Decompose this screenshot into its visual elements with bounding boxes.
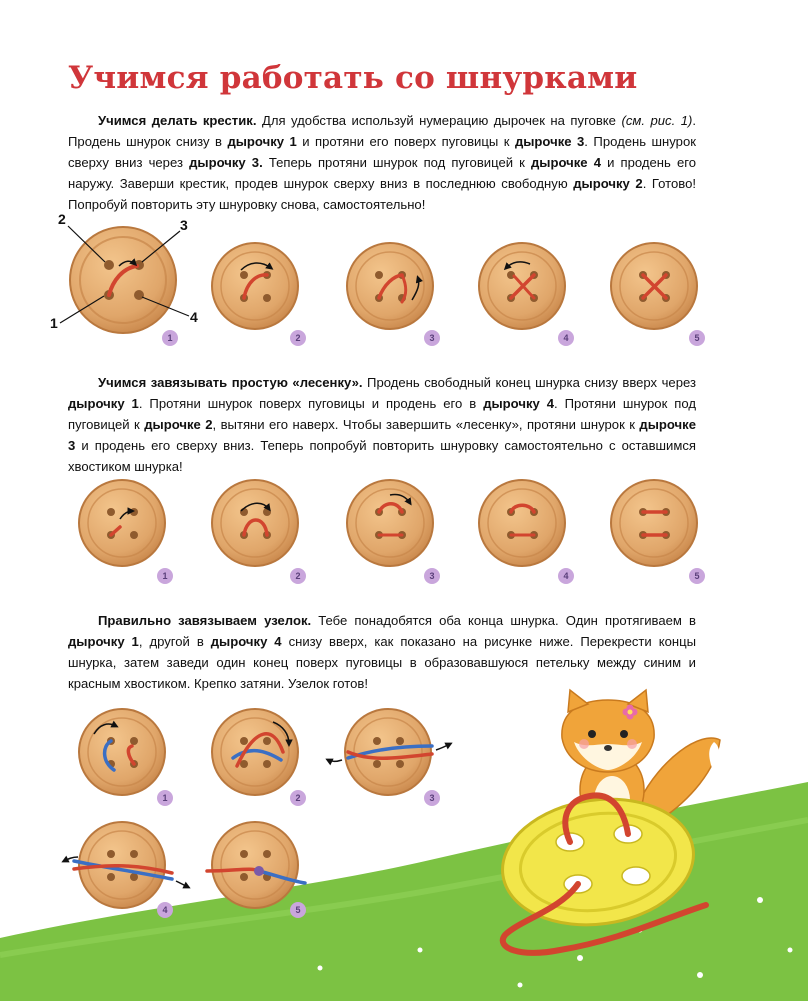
step-badge: 4	[162, 905, 168, 915]
ladder-button-5	[611, 480, 697, 566]
step-badge: 2	[295, 793, 301, 803]
hole-ref: дырочку 1	[68, 396, 139, 411]
ladder-button-1	[79, 480, 165, 566]
knot-button-3	[328, 709, 450, 795]
hole-label: 1	[50, 315, 58, 331]
text: . Готово! Попробуй повторить эту шнуровку снова, самостоятельно!	[68, 176, 696, 212]
step-badge: 3	[429, 571, 435, 581]
knot-button-4	[64, 822, 188, 908]
text: . Протяни шнурок под пуговицей к	[68, 396, 696, 432]
step-badge: 1	[162, 571, 168, 581]
step-badge: 5	[694, 571, 700, 581]
heading-cross: Учимся делать крестик.	[98, 113, 257, 128]
step-badge: 5	[694, 333, 700, 343]
step-badges-row-1	[162, 330, 705, 346]
text: и продень его сверху вниз. Теперь попробуй повторить шнуровку самостоятельно с оставшимся хвостиком шнурка!	[68, 438, 696, 474]
hole-ref: дырочку 1	[68, 634, 139, 649]
heading-ladder: Учимся завязывать простую «лесенку».	[98, 375, 363, 390]
knot-button-1	[79, 709, 165, 795]
hole-ref: дырочку 4	[483, 396, 555, 411]
row-ladder	[79, 480, 705, 584]
step-badge: 1	[162, 793, 168, 803]
hole-ref: дырочке 4	[530, 155, 601, 170]
text: . Продень шнурок сверху вниз через	[68, 134, 696, 170]
button-fig-2	[212, 243, 298, 329]
ladder-button-3	[347, 480, 433, 566]
step-badge: 3	[429, 333, 435, 343]
text: и продень его наружу. Заверши крестик, продев шнурок сверху вниз в последнюю свободную	[68, 155, 697, 191]
hole-ref: дырочке 2	[144, 417, 213, 432]
text: , другой в	[138, 634, 211, 649]
step-badge: 1	[167, 333, 173, 343]
row-cross	[50, 211, 705, 346]
text: . Продень шнурок снизу в	[68, 113, 696, 149]
step-badge: 2	[295, 333, 301, 343]
hole-ref: дырочке 3	[68, 417, 696, 453]
hole-ref: дырочке 3	[514, 134, 585, 149]
text: Тебе понадобятся оба конца шнурка. Один протягиваем в	[311, 613, 696, 628]
hole-label: 2	[58, 211, 66, 227]
text: Теперь протяни шнурок под пуговицей к	[262, 155, 531, 170]
ladder-button-2	[212, 480, 298, 566]
button-fig-5	[611, 243, 697, 329]
text: снизу вверх, как показано на рисунке ниже. Перекрести концы шнурка, затем заведи один конец поверх пуговицы в образовавшуюся петельку между синим и красным хвостиком. Крепко затяни. Узелок готов!	[68, 634, 696, 691]
text: , вытяни его наверх. Чтобы завершить «лесенку», протяни шнурок к	[212, 417, 640, 432]
button-fig-3	[347, 243, 433, 329]
text: . Протяни шнурок поверх пуговицы и продень его в	[138, 396, 484, 411]
ladder-button-4	[479, 480, 565, 566]
hole-ref: дырочку 1	[227, 134, 297, 149]
knot-button-2	[212, 709, 298, 795]
step-badge: 4	[563, 333, 569, 343]
step-badge: 4	[563, 571, 569, 581]
text: и протяни его поверх пуговицы к	[296, 134, 515, 149]
hole-label: 3	[180, 217, 188, 233]
step-badge: 3	[429, 793, 435, 803]
text: Для удобства используй нумерацию дырочек на пуговке	[256, 113, 622, 128]
hole-ref: дырочку 2	[573, 176, 643, 191]
step-badge: 5	[295, 905, 301, 915]
hole-label: 4	[190, 309, 198, 325]
page-title: Учимся работать со шнурками	[68, 60, 638, 96]
figure-reference: (см. рис. 1)	[621, 113, 693, 128]
hole-ref: дырочку 4	[210, 634, 282, 649]
step-badge: 2	[295, 571, 301, 581]
heading-knot: Правильно завязываем узелок.	[98, 613, 312, 628]
button-fig-4	[479, 243, 565, 329]
hole-ref: дырочку 3.	[189, 155, 263, 170]
text: Продень свободный конец шнурка снизу вверх через	[362, 375, 696, 390]
step-badges-row-2	[157, 568, 705, 584]
